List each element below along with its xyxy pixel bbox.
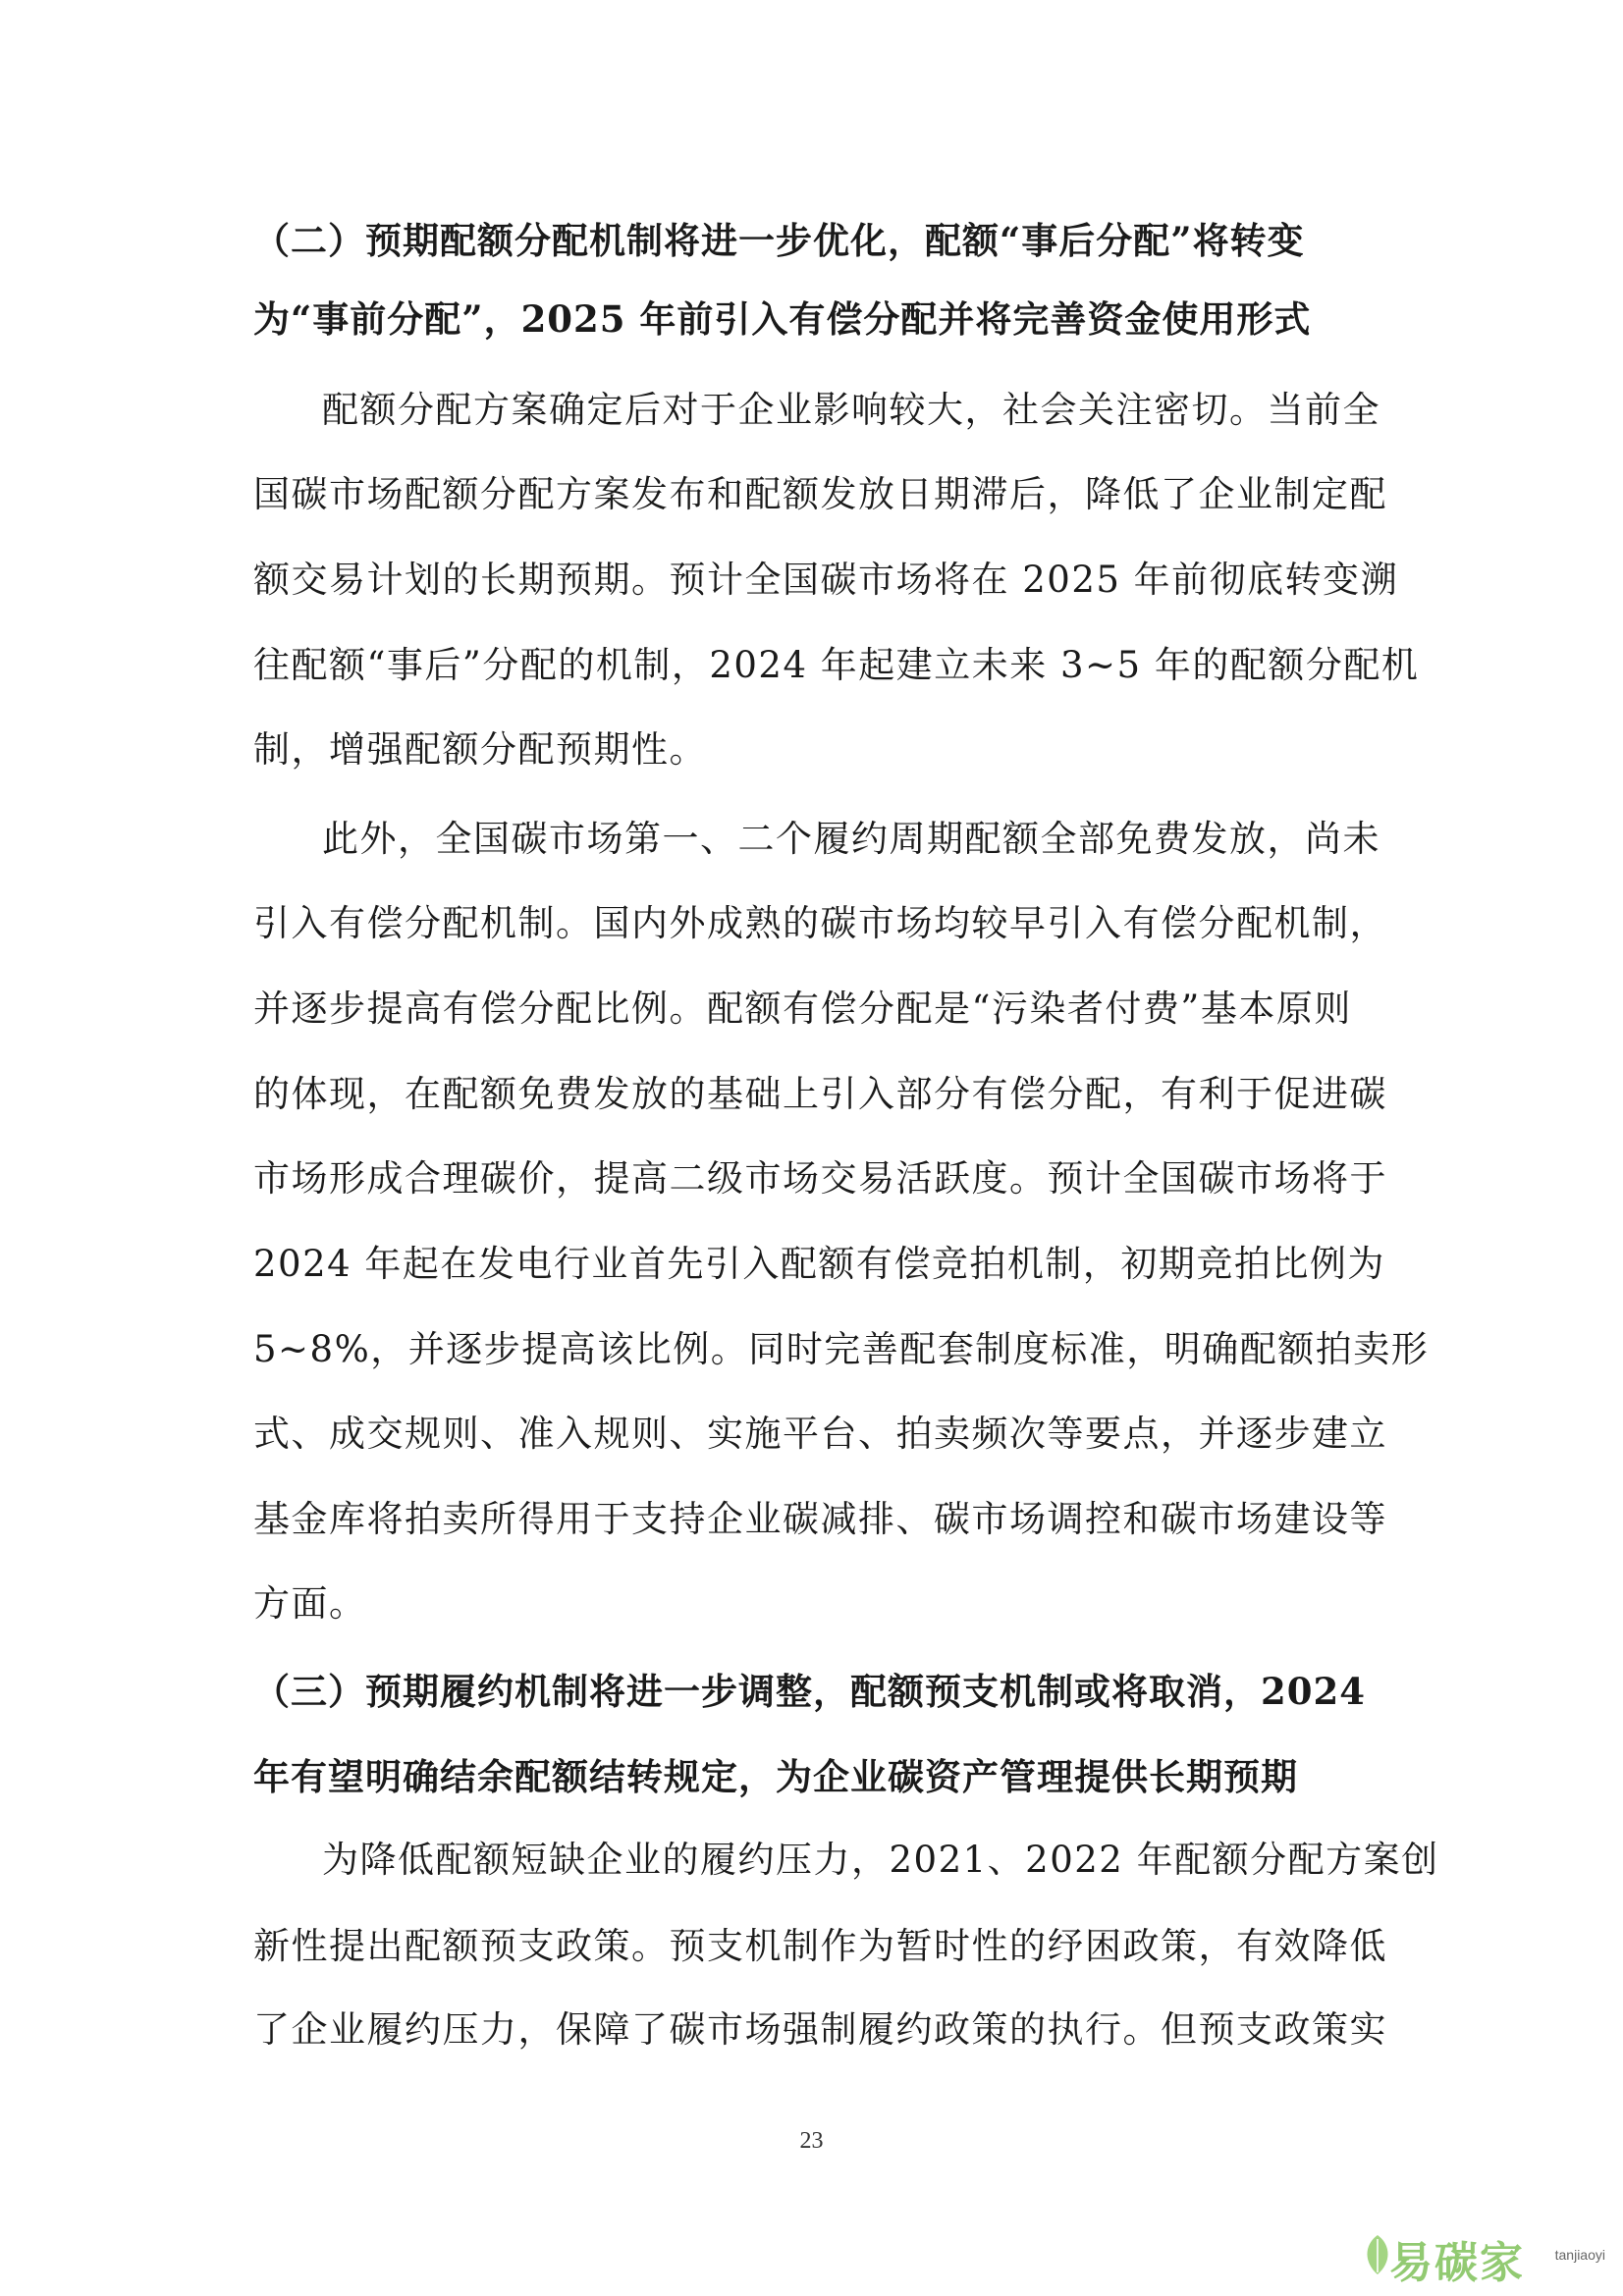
paragraph-2-line-2: 引入有偿分配机制。国内外成熟的碳市场均较早引入有偿分配机制， bbox=[253, 902, 1387, 944]
watermark-logo bbox=[1360, 2225, 1605, 2288]
paragraph-2-line-6: 2024 年起在发电行业首先引入配额有偿竞拍机制，初期竞拍比例为 bbox=[253, 1243, 1385, 1285]
paragraph-2-line-7: 5~8%，并逐步提高该比例。同时完善配套制度标准，明确配额拍卖形 bbox=[253, 1328, 1430, 1370]
paragraph-2-line-4: 的体现，在配额免费发放的基础上引入部分有偿分配，有利于促进碳 bbox=[253, 1073, 1387, 1115]
paragraph-2-line-8: 式、成交规则、准入规则、实施平台、拍卖频次等要点，并逐步建立 bbox=[253, 1413, 1387, 1455]
page-number: 23 bbox=[799, 2128, 824, 2154]
watermark-subtext: tanjiaoyi bbox=[1554, 2247, 1605, 2263]
paragraph-2-line-5: 市场形成合理碳价，提高二级市场交易活跃度。预计全国碳市场将于 bbox=[253, 1157, 1387, 1200]
paragraph-3-line-3: 了企业履约压力，保障了碳市场强制履约政策的执行。但预支政策实 bbox=[253, 2008, 1387, 2051]
paragraph-1-line-3: 额交易计划的长期预期。预计全国碳市场将在 2025 年前彻底转变溯 bbox=[253, 559, 1399, 601]
section-heading-2-line-2: 为“事前分配”，2025 年前引入有偿分配并将完善资金使用形式 bbox=[253, 297, 1312, 341]
watermark-text: 易碳家 bbox=[1389, 2238, 1525, 2288]
paragraph-2-line-1: 此外，全国碳市场第一、二个履约周期配额全部免费发放，尚未 bbox=[322, 818, 1380, 860]
section-heading-3-line-1: （三）预期履约机制将进一步调整，配额预支机制或将取消，2024 bbox=[253, 1670, 1366, 1713]
paragraph-2-line-10: 方面。 bbox=[253, 1582, 367, 1625]
paragraph-3-line-1: 为降低配额短缺企业的履约压力，2021、2022 年配额分配方案创 bbox=[322, 1839, 1439, 1881]
paragraph-1-line-2: 国碳市场配额分配方案发布和配额发放日期滞后，降低了企业制定配 bbox=[253, 473, 1387, 515]
section-heading-2-line-1: （二）预期配额分配机制将进一步优化，配额“事后分配”将转变 bbox=[253, 219, 1305, 262]
paragraph-1-line-1: 配额分配方案确定后对于企业影响较大，社会关注密切。当前全 bbox=[322, 389, 1380, 431]
paragraph-1-line-4: 往配额“事后”分配的机制，2024 年起建立未来 3~5 年的配额分配机 bbox=[253, 644, 1420, 686]
paragraph-2-line-9: 基金库将拍卖所得用于支持企业碳减排、碳市场调控和碳市场建设等 bbox=[253, 1498, 1387, 1540]
paragraph-2-line-3: 并逐步提高有偿分配比例。配额有偿分配是“污染者付费”基本原则 bbox=[253, 988, 1352, 1030]
section-heading-3-line-2: 年有望明确结余配额结转规定，为企业碳资产管理提供长期预期 bbox=[253, 1755, 1298, 1798]
paragraph-3-line-2: 新性提出配额预支政策。预支机制作为暂时性的纾困政策，有效降低 bbox=[253, 1925, 1387, 1967]
paragraph-1-line-5: 制，增强配额分配预期性。 bbox=[253, 728, 707, 771]
